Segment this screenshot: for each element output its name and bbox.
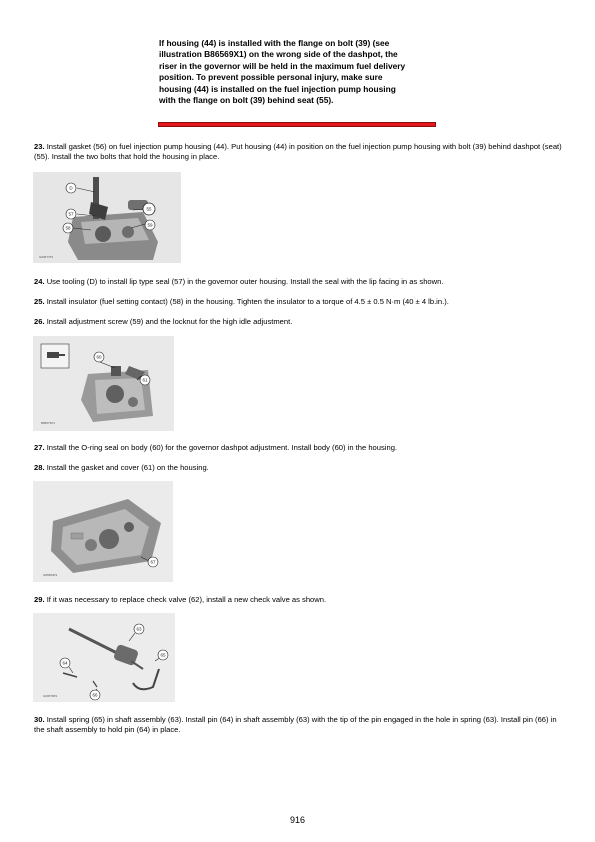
step-text: Install the O-ring seal on body (60) for the governor dashpot adjustment. Install body (60) in the housing.: [46, 443, 398, 452]
svg-text:58: 58: [65, 225, 71, 231]
step-number: 23.: [34, 142, 45, 151]
step-number: 26.: [34, 317, 45, 326]
callout-60: [94, 352, 104, 362]
warning-line: riser in the governor will be held in the maximum fuel delivery: [159, 60, 406, 71]
svg-text:67: 67: [150, 559, 156, 565]
figure-caption: B86573P1: [41, 421, 56, 425]
step-26: [34, 317, 564, 327]
callout-65: [158, 650, 168, 660]
page-number: 916: [289, 815, 306, 825]
step-number: 27.: [34, 443, 45, 452]
step-30: [34, 715, 564, 735]
svg-text:65: 65: [160, 652, 166, 658]
callout-61: [140, 375, 150, 385]
step-number: 29.: [34, 595, 45, 604]
svg-text:61: 61: [142, 377, 148, 383]
warning-text: [159, 38, 437, 106]
figure-caption: G00578P1: [43, 694, 58, 698]
callout-58: [63, 223, 73, 233]
step-25: [34, 297, 564, 307]
step-text: Install spring (65) in shaft assembly (63). Install pin (64) in shaft assembly (63) with the tip of the pin engaged in the hole in spring (63). Install pin (66) in the shaft assembly to hold pin (64) in place.: [34, 715, 557, 734]
callout-59: [145, 220, 155, 230]
svg-text:60: 60: [96, 354, 102, 360]
step-number: 28.: [34, 463, 45, 472]
callout-d: [66, 183, 76, 193]
warning-line: position. To prevent possible personal injury, make sure: [159, 72, 383, 83]
figure-shaft-assembly: [33, 613, 175, 702]
step-number: 24.: [34, 277, 45, 286]
figure-adjustment-body: [33, 336, 174, 431]
step-number: 30.: [34, 715, 45, 724]
svg-text:63: 63: [136, 626, 142, 632]
warning-bar: [158, 122, 436, 127]
step-text: Use tooling (D) to install lip type seal (57) in the governor outer housing. Install the seal with the lip facing in as shown.: [46, 277, 444, 286]
step-text: If it was necessary to replace check valve (62), install a new check valve as shown.: [46, 595, 327, 604]
callout-55: [143, 203, 155, 215]
step-text: Install adjustment screw (59) and the locknut for the high idle adjustment.: [46, 317, 293, 326]
step-text: Install insulator (fuel setting contact) (58) in the housing. Tighten the insulator to a torque of 4.5 ± 0.5 N·m (40 ± 4 lb.in.).: [46, 297, 449, 306]
callout-63: [134, 624, 144, 634]
step-27: [34, 443, 564, 453]
svg-text:66: 66: [92, 692, 98, 698]
figure-cover-housing: [33, 481, 173, 582]
figure-caption: G00577P1: [39, 255, 54, 259]
svg-text:57: 57: [68, 211, 74, 217]
step-text: Install gasket (56) on fuel injection pump housing (44). Put housing (44) in position on the fuel injection pump housing with bolt (39) behind dashpot (seat) (55). Install the two bolts that hold the housing in place.: [34, 142, 562, 161]
step-text: Install the gasket and cover (61) on the housing.: [46, 463, 209, 472]
step-29: [34, 595, 564, 605]
figure-housing-bolts: [33, 172, 181, 263]
svg-text:59: 59: [147, 222, 153, 228]
svg-text:64: 64: [62, 660, 68, 666]
step-23: [34, 142, 564, 162]
warning-line: with the flange on bolt (39) behind seat (55).: [159, 95, 334, 106]
warning-line: housing (44) is installed on the fuel injection pump housing: [159, 83, 396, 94]
warning-line: If housing (44) is installed with the flange on bolt (39) (see: [159, 38, 390, 48]
callout-57: [66, 209, 76, 219]
svg-text:D: D: [69, 185, 73, 191]
callout-64: [60, 658, 70, 668]
step-number: 25.: [34, 297, 45, 306]
step-28: [34, 463, 564, 473]
figure-caption: G86584P1: [43, 573, 58, 577]
callout-67: [148, 557, 158, 567]
warning-line: illustration B86569X1) on the wrong side of the dashpot, the: [159, 49, 398, 60]
step-24: [34, 277, 564, 287]
svg-text:55: 55: [146, 206, 152, 212]
callout-66: [90, 690, 100, 700]
